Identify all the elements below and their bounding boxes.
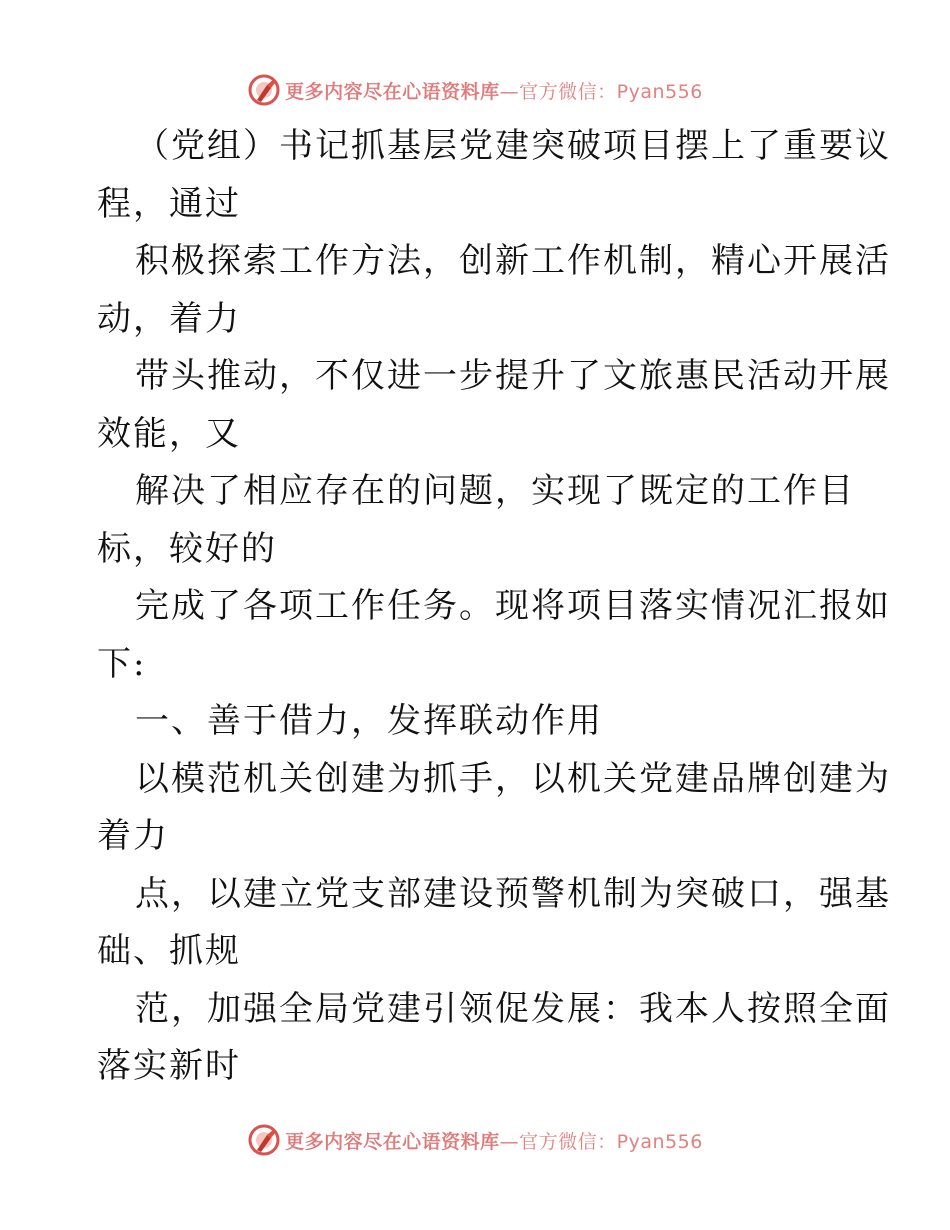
banner-separator: — [499,1130,520,1153]
body-line: 以模范机关创建为抓手，以机关党建品牌创建为 [135,758,891,799]
body-line: 程，通过 [97,183,241,224]
banner-title: 更多内容尽在心语资料库 [285,1130,500,1153]
pen-nib-logo-icon [247,1123,281,1157]
body-line: 落实新时 [97,1046,241,1086]
footer-banner [0,1120,950,1160]
banner-title: 更多内容尽在心语资料库 [285,80,500,103]
body-line: 动，着力 [97,298,241,339]
section-heading: 一、善于借力，发挥联动作用 [135,701,603,741]
body-line: 着力 [97,816,169,856]
body-line: 下: [97,643,147,684]
body-line: （党组）书记抓基层党建突破项目摆上了重要议 [135,126,891,166]
document-body [97,118,891,1096]
banner-separator: — [499,80,520,103]
body-line: 解决了相应存在的问题，实现了既定的工作目 [135,471,855,511]
body-line: 带头推动，不仅进一步提升了文旅惠民活动开展 [135,356,891,396]
banner-contact: 官方微信：Pyan556 [519,1130,703,1153]
banner-text [285,1127,703,1154]
body-line: 完成了各项工作任务。现将项目落实情况汇报如 [135,586,891,626]
banner-text [285,77,703,104]
body-line: 点，以建立党支部建设预警机制为突破口，强基 [135,873,891,914]
header-banner [0,70,950,110]
banner-contact: 官方微信：Pyan556 [519,80,703,103]
body-line: 础、抓规 [97,931,241,971]
body-line: 效能，又 [97,413,241,454]
body-line: 范，加强全局党建引领促发展：我本人按照全面 [135,988,891,1029]
pen-nib-logo-icon [247,73,281,107]
body-line: 积极探索工作方法，创新工作机制，精心开展活 [135,241,891,281]
body-line: 标，较好的 [97,528,277,569]
